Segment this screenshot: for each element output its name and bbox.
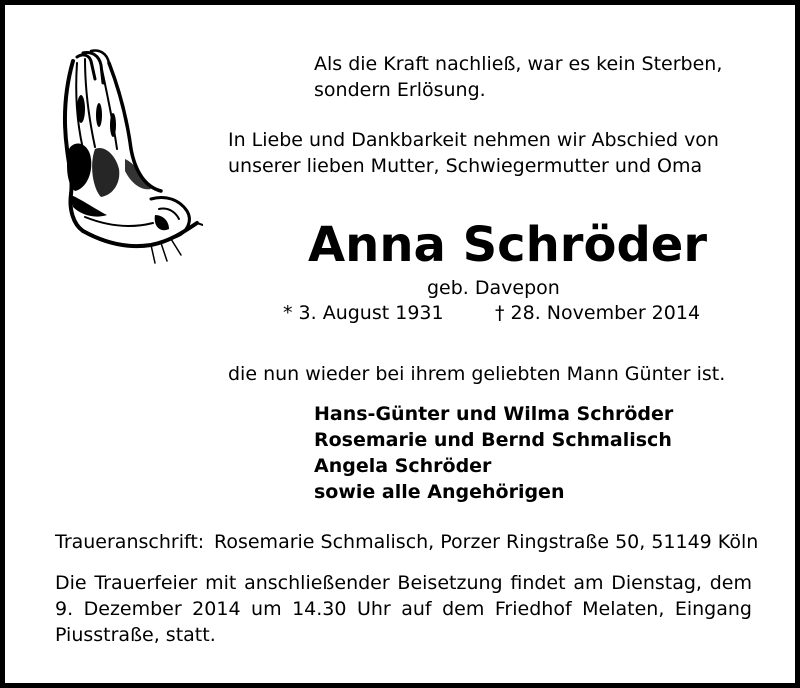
funeral-notice <box>55 570 752 648</box>
farewell-line-2: unserer lieben Mutter, Schwiegermutter und Oma <box>228 155 703 177</box>
obituary-card <box>5 5 795 683</box>
birth-date: * 3. August 1931 <box>283 302 444 324</box>
death-date: † 28. November 2014 <box>495 302 701 324</box>
mourner-line: Angela Schröder <box>314 455 492 477</box>
intro-quote-line-2: sondern Erlösung. <box>314 79 486 101</box>
address-label: Traueranschrift: <box>55 531 205 553</box>
praying-hands-icon <box>55 49 203 269</box>
farewell-line-1: In Liebe und Dankbarkeit nehmen wir Abschied von <box>228 129 719 151</box>
funeral-line-1: Die Trauerfeier mit anschließender Beisetzung findet am Dienstag, dem <box>55 572 752 594</box>
deceased-name: Anna Schröder <box>308 217 708 273</box>
reunited-line: die nun wieder bei ihrem geliebten Mann Günter ist. <box>228 363 726 385</box>
maiden-name: geb. Davepon <box>427 277 560 299</box>
address-value: Rosemarie Schmalisch, Porzer Ringstraße 50, 51149 Köln <box>214 531 759 553</box>
mourner-line: Rosemarie und Bernd Schmalisch <box>314 429 672 451</box>
funeral-line-3: Piusstraße, statt. <box>55 624 216 646</box>
mourner-line: sowie alle Angehörigen <box>314 481 565 503</box>
mourner-line: Hans-Günter und Wilma Schröder <box>314 403 674 425</box>
funeral-line-2: 9. Dezember 2014 um 14.30 Uhr auf dem Friedhof Melaten, Eingang <box>55 598 752 620</box>
intro-quote-line-1: Als die Kraft nachließ, war es kein Sterben, <box>314 53 723 75</box>
